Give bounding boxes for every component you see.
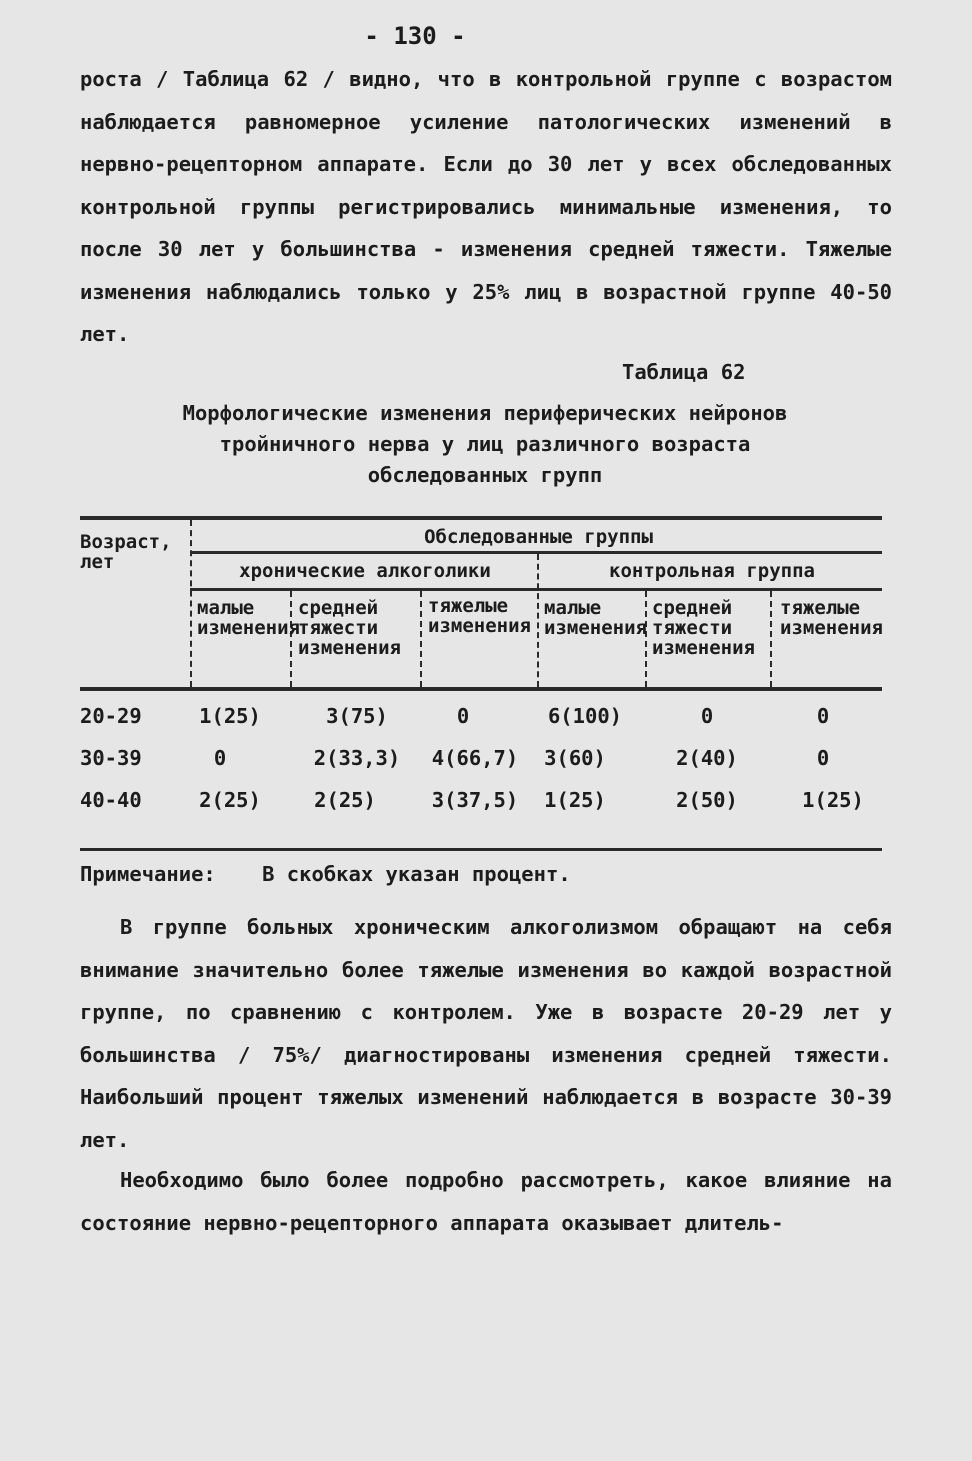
table-cell: 2(40) bbox=[676, 746, 738, 770]
row-age: 20-29 bbox=[80, 704, 142, 728]
subheader-alc-moderate: средней тяжести изменения bbox=[298, 597, 401, 659]
table-cell: 3(75) bbox=[326, 704, 388, 728]
table-cell: 1(25) bbox=[802, 788, 864, 812]
table-cell: 0 bbox=[213, 746, 227, 770]
subcol-divider-1 bbox=[290, 591, 292, 687]
age-column-header: Возраст, лет bbox=[80, 531, 172, 573]
table-cell: 0 bbox=[700, 704, 714, 728]
table-cell: 3(60) bbox=[544, 746, 606, 770]
table-cell: 0 bbox=[456, 704, 470, 728]
group-divider bbox=[537, 554, 539, 687]
table-cell: 1(25) bbox=[544, 788, 606, 812]
table-label: Таблица 62 bbox=[622, 360, 746, 384]
row-age: 40-40 bbox=[80, 788, 142, 812]
subheader-ctl-moderate: средней тяжести изменения bbox=[652, 597, 755, 659]
paragraph-continued: Необходимо было более подробно рассмотреть, какое влияние на состояние нервно-рецепторного аппарата оказывает длитель- bbox=[80, 1168, 892, 1235]
table-cell: 2(33,3) bbox=[313, 746, 401, 770]
groups-title: Обследованные группы bbox=[424, 526, 653, 548]
subheader-alc-severe: тяжелые изменения bbox=[428, 595, 531, 637]
subheader-ctl-severe: тяжелые изменения bbox=[780, 597, 883, 639]
note-label: Примечание: bbox=[80, 862, 216, 886]
subheader-ctl-mild: малые изменения bbox=[544, 597, 647, 639]
paragraph-intro: роста / Таблица 62 / видно, что в контрольной группе с возрастом наблюдается равномерное усиление патологических изменений в нервно-рецепторном аппарате. Если до 30 лет у всех обследованных контрольной группы регистрировались минимальные изменения, то после 30 лет у большинства - изменения средней тяжести. Тяжелые изменения наблюдались только у 25% лиц в возрастной группе 40-50 лет. bbox=[80, 67, 892, 346]
subcol-divider-4 bbox=[645, 591, 647, 687]
table-cell: 1(25) bbox=[199, 704, 261, 728]
age-column-divider bbox=[190, 520, 192, 687]
table-cell: 4(66,7) bbox=[431, 746, 519, 770]
table-cell: 0 bbox=[816, 704, 830, 728]
header-bottom-rule bbox=[80, 687, 882, 691]
group-control-header: контрольная группа bbox=[609, 560, 815, 582]
table-cell: 2(50) bbox=[676, 788, 738, 812]
table-cell: 0 bbox=[816, 746, 830, 770]
table-cell: 2(25) bbox=[314, 788, 376, 812]
group-alcoholics-header: хронические алкоголики bbox=[239, 560, 491, 582]
table-cell: 6(100) bbox=[547, 704, 623, 728]
subcol-divider-2 bbox=[420, 591, 422, 687]
groups-title-rule bbox=[190, 551, 882, 554]
page-number: - 130 - bbox=[364, 22, 466, 50]
row-age: 30-39 bbox=[80, 746, 142, 770]
table-top-rule bbox=[80, 516, 882, 520]
note-text: В скобках указан процент. bbox=[262, 862, 571, 886]
subheader-alc-mild: малые изменения bbox=[197, 597, 300, 639]
table-bottom-rule bbox=[80, 848, 882, 851]
table-cell: 2(25) bbox=[199, 788, 261, 812]
subgroups-rule bbox=[190, 588, 882, 591]
table-note bbox=[80, 862, 571, 886]
subcol-divider-5 bbox=[770, 591, 772, 687]
table-caption: Морфологические изменения периферических нейронов тройничного нерва у лиц различного возраста обследованных групп bbox=[182, 401, 788, 487]
table-cell: 3(37,5) bbox=[431, 788, 519, 812]
paragraph-alcoholics: В группе больных хроническим алкоголизмом обращают на себя внимание значительно более тяжелые изменения во каждой возрастной группе, по сравнению с контролем. Уже в возрасте 20-29 лет у большинства / 75%/ диагностированы изменения средней тяжести. Наибольший процент тяжелых изменений наблюдается в возрасте 30-39 лет. bbox=[80, 915, 892, 1152]
